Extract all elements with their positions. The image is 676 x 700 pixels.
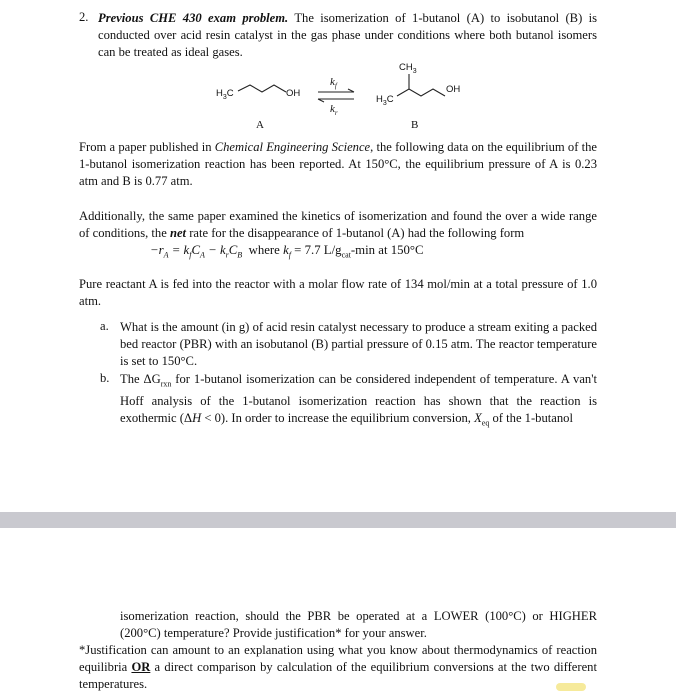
problem-intro-text: The isomerization of 1-butanol (A) to isobutanol (B) is conducted over acid resin catalyst in the gas phase under conditions where both butanol isomers can be treated as ideal gases. [98, 11, 598, 59]
equilibrium-paragraph [79, 139, 597, 190]
compound-b-label: B [411, 119, 419, 131]
oh-label-b: OH [446, 84, 461, 95]
butanol-chain [238, 85, 286, 92]
h3c-label-a: $H_3C$ [216, 88, 234, 101]
part-b-continuation: isomerization reaction, should the PBR be operated at a LOWER (100°C) or HIGHER (200°C) temperature? Provide justification* for your answer. [120, 609, 597, 640]
footnote-text-pre: *Justification can amount to an explanation using what you know about thermodynamics of reaction equilibria [79, 643, 597, 674]
part-a-text: What is the amount (in g) of acid resin catalyst necessary to produce a stream exiting a packed bed reactor (PBR) with an isobutanol (B) partial pressure of 0.15 atm. The reactor temperature is set to 150°C. [120, 320, 597, 368]
footnote-or: OR [131, 660, 151, 674]
isobutanol-chain [397, 89, 445, 96]
equilibrium-text-post: , the following data on the equilibrium of the 1-butanol isomerization reaction has been reported. At 150°C, the equilibrium pressure of A is 0.23 atm and B is 0.77 atm. [79, 140, 597, 188]
journal-name: Chemical Engineering Science [214, 140, 371, 154]
reaction-scheme [200, 56, 500, 146]
rate-constant-note: where $k_f = 7.7$ $L/g_{cat}-\min$ at 150°C [245, 243, 424, 260]
oh-label-a: OH [286, 88, 301, 99]
kr-label: $k_r$ [330, 103, 338, 118]
h3c-label-b: $H_3C$ [376, 94, 394, 107]
reaction-structures [200, 56, 500, 146]
kinetics-text-post: rate for the disappearance of 1-butanol (A) had the following form [186, 226, 525, 240]
feed-paragraph: Pure reactant A is fed into the reactor with a molar flow rate of 134 mol/min at a total pressure of 1.0 atm. [79, 277, 597, 308]
rate-law [150, 243, 424, 260]
problem-intro [98, 10, 597, 61]
equilibrium-text-pre: From a paper published in [79, 140, 215, 154]
part-a-letter: a. [100, 319, 109, 333]
ch3-label: $CH_3$ [399, 62, 417, 75]
footnote [79, 642, 597, 693]
problem-number: 2. [79, 10, 89, 24]
compound-a-label: A [256, 119, 264, 131]
kf-label: $k_f$ [330, 76, 337, 91]
highlighter-mark [556, 683, 586, 691]
problem-title: Previous CHE 430 exam problem. [98, 11, 289, 25]
kinetics-paragraph [79, 208, 597, 242]
part-b-text: The $\Delta G_{rxn}$ for 1-butanol isomerization can be considered independent of temperature. A van't Hoff analysis of the 1-butanol isomerization reaction has shown that the reaction is exothermic (ΔH < 0). In order to increase the equilibrium conversion, $X_{eq}$ of the 1-butanol [120, 372, 597, 428]
part-b-letter: b. [100, 371, 110, 385]
document-page-bottom [0, 528, 676, 700]
net-emphasis: net [169, 226, 187, 240]
footnote-text-post: a direct comparison by calculation of the equilibrium conversions at the two different temperatures. [79, 660, 597, 691]
rate-expression: $-r_A = k_fC_A - k_rC_B$ [150, 243, 243, 260]
kinetics-text-pre: Additionally, the same paper examined the kinetics of isomerization and found the over a wide range of conditions, the [79, 209, 597, 240]
page-break-band [0, 512, 676, 528]
